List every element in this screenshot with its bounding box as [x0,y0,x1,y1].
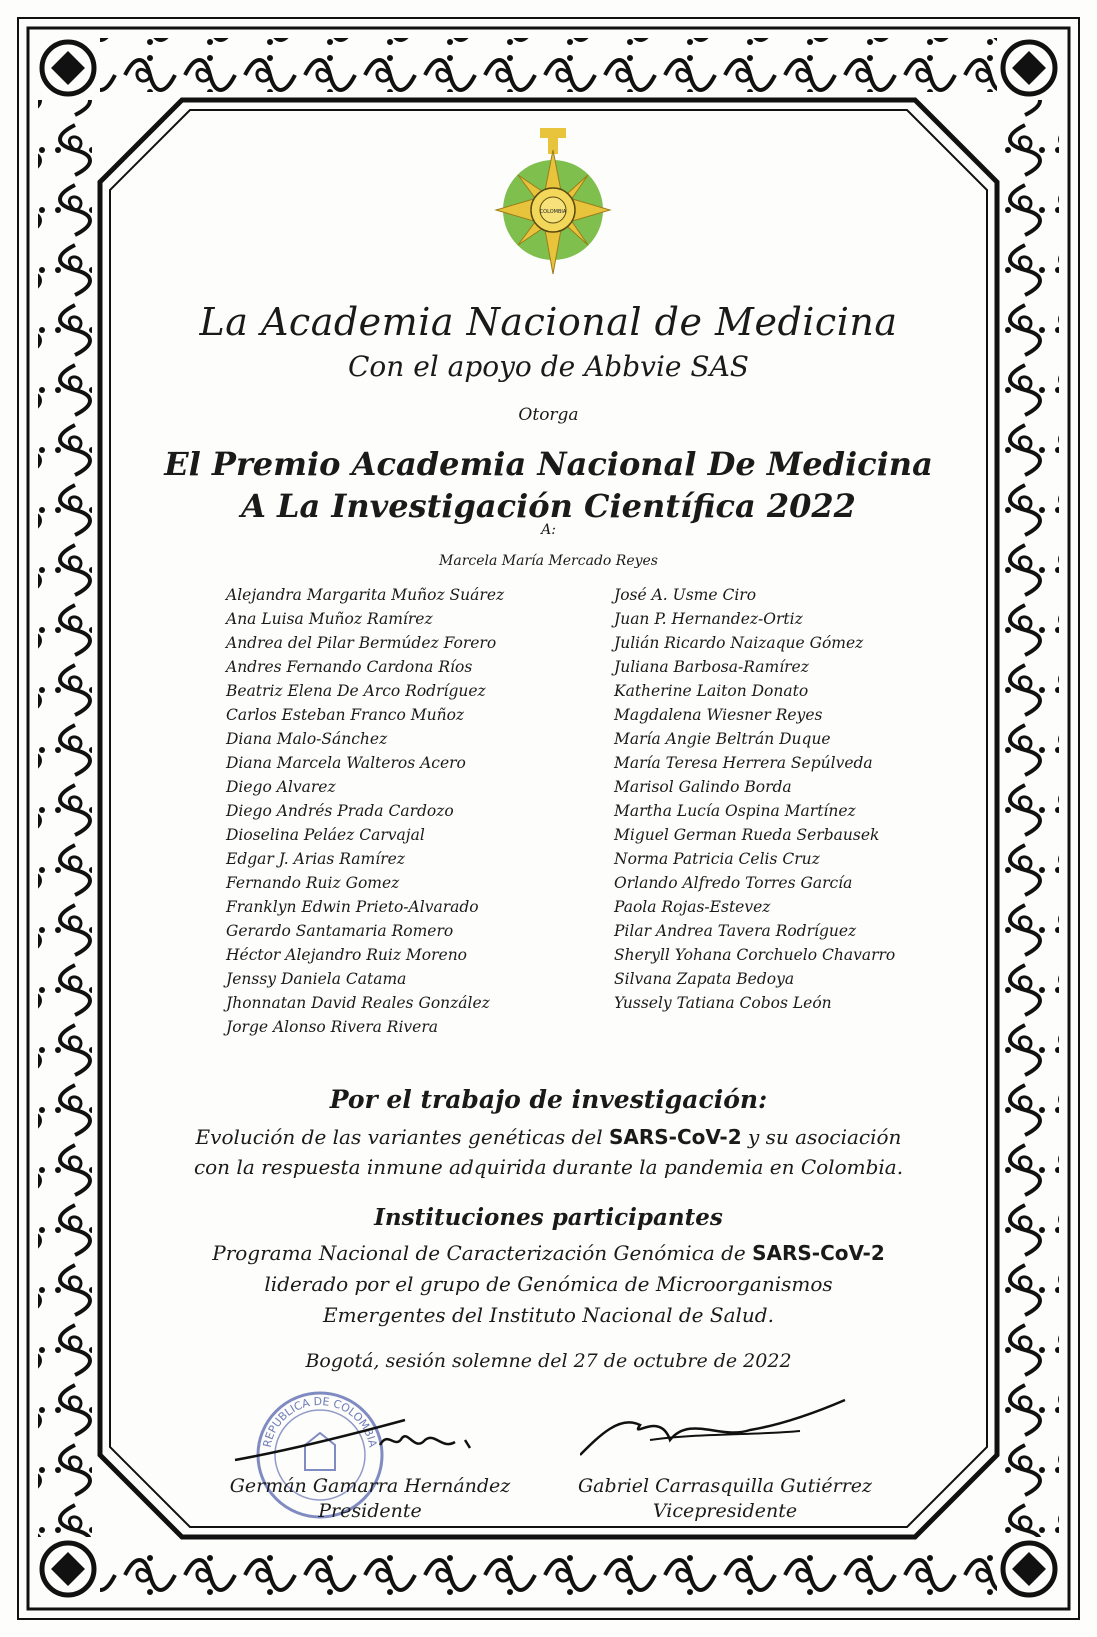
work-line2: con la respuesta inmune adquirida durante la pandemia en Colombia. [193,1155,904,1179]
recipient-name: Orlando Alfredo Torres García [614,874,853,892]
stamp-text: REPUBLICA DE COLOMBIA [260,1394,380,1449]
recipient-name: Jorge Alonso Rivera Rivera [226,1018,438,1036]
recipient-name: Edgar J. Arias Ramírez [226,850,405,868]
president-title: Presidente [318,1500,422,1522]
prize-title-line2: A La Investigación Científica 2022 [241,487,856,525]
work-line1-text: Evolución de las variantes genéticas del [195,1125,609,1149]
recipient-name: Diana Malo-Sánchez [226,730,388,748]
inst-line1-text: Programa Nacional de Caracterización Genómica de [212,1241,753,1265]
recipient-name: Marisol Galindo Borda [614,778,792,796]
inst-line2: liderado por el grupo de Genómica de Microorganismos [264,1272,833,1296]
inst-line3: Emergentes del Instituto Nacional de Salud. [323,1303,774,1327]
sponsor-line: Con el apoyo de Abbvie SAS [348,350,749,383]
recipient-name: Yussely Tatiana Cobos León [614,994,832,1012]
recipient-name: Pilar Andrea Tavera Rodríguez [614,922,857,940]
recipient-name: Andrea del Pilar Bermúdez Forero [226,634,497,652]
academy-emblem-icon [488,128,618,278]
recipient-name: Martha Lucía Ospina Martínez [614,802,856,820]
recipient-name: Katherine Laiton Donato [614,682,809,700]
place-and-date: Bogotá, sesión solemne del 27 de octubre de 2022 [305,1350,792,1372]
recipient-name: Sheryll Yohana Corchuelo Chavarro [614,946,896,964]
academy-title: La Academia Nacional de Medicina [199,300,898,344]
vicepresident-title: Vicepresidente [652,1500,798,1522]
recipient-name: Diego Alvarez [226,778,336,796]
recipient-name: María Angie Beltrán Duque [614,730,831,748]
recipient-name: Gerardo Santamaria Romero [226,922,454,940]
recipient-name: Magdalena Wiesner Reyes [614,706,823,724]
research-work-title [0,1122,1097,1182]
virus-name: SARS-CoV-2 [608,1125,742,1149]
recipient-name: Carlos Esteban Franco Muñoz [226,706,465,724]
grants-label: Otorga [518,405,579,425]
recipients-right-column [614,583,895,1015]
work-line1-end: y su asociación [741,1125,902,1149]
institutions-text [0,1238,1097,1331]
president-name: Germán Gamarra Hernández [229,1475,511,1497]
recipient-name: María Teresa Herrera Sepúlveda [614,754,873,772]
recipient-name: Julián Ricardo Naizaque Gómez [614,634,864,652]
recipient-name: Miguel German Rueda Serbausek [614,826,880,844]
institutions-heading: Instituciones participantes [374,1204,723,1231]
president-signature-icon [230,1410,490,1470]
recipient-name: José A. Usme Ciro [614,586,757,604]
recipient-name: Jenssy Daniela Catama [226,970,407,988]
recipient-name: Beatriz Elena De Arco Rodríguez [226,682,486,700]
recipient-name: Jhonnatan David Reales González [226,994,490,1012]
prize-title-line1: El Premio Academia Nacional De Medicina [164,445,933,483]
recipient-name: Ana Luisa Muñoz Ramírez [226,610,433,628]
recipient-name: Franklyn Edwin Prieto-Alvarado [226,898,479,916]
recipient-name: Paola Rojas-Estevez [614,898,771,916]
recipient-name: Andres Fernando Cardona Ríos [226,658,473,676]
recipient-name: Héctor Alejandro Ruiz Moreno [226,946,468,964]
recipient-name: Diana Marcela Walteros Acero [226,754,466,772]
recipients-left-column [226,583,504,1039]
recipient-name: Dioselina Peláez Carvajal [226,826,425,844]
recipient-name: Juan P. Hernandez-Ortiz [614,610,803,628]
recipient-name: Diego Andrés Prada Cardozo [226,802,454,820]
recipient-name: Norma Patricia Celis Cruz [614,850,820,868]
recipient-name: Juliana Barbosa-Ramírez [614,658,809,676]
recipient-label: A: [541,522,556,538]
recipient-name: Fernando Ruiz Gomez [226,874,400,892]
research-work-heading: Por el trabajo de investigación: [329,1085,768,1114]
vicepresident-name: Gabriel Carrasquilla Gutiérrez [577,1475,873,1497]
inst-virus-name: SARS-CoV-2 [752,1241,885,1265]
recipient-name: Alejandra Margarita Muñoz Suárez [226,586,505,604]
recipient-name: Silvana Zapata Bedoya [614,970,795,988]
lead-researcher: Marcela María Mercado Reyes [439,553,658,569]
vicepresident-signature-icon [580,1395,850,1475]
emblem-center-text: COLOMBIA [539,209,567,215]
